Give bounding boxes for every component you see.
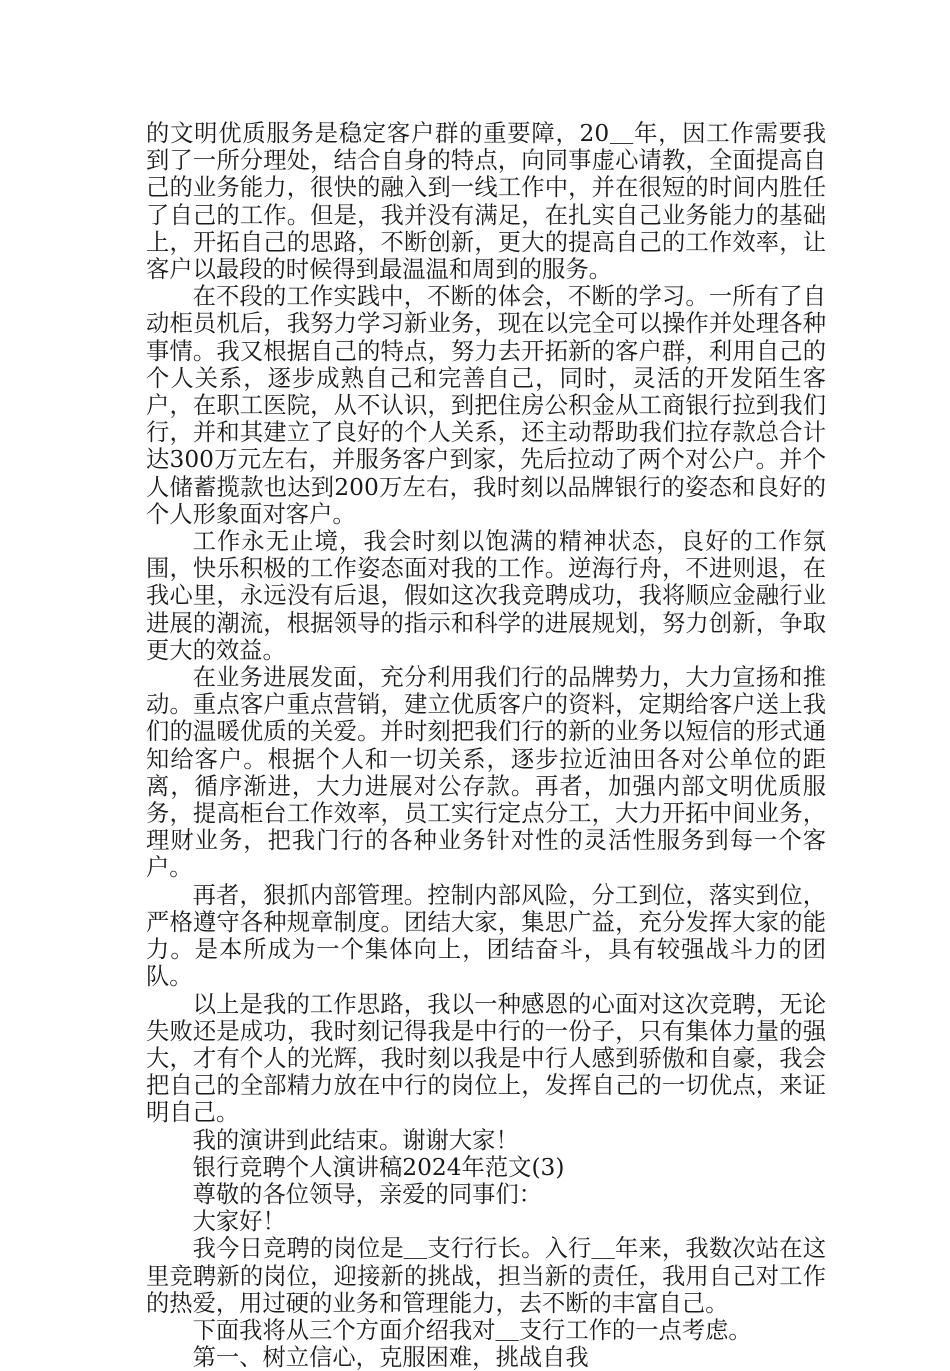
paragraph: 以上是我的工作思路，我以一种感恩的心面对这次竞聘，无论失败还是成功，我时刻记得我是中行的一份子，只有集体力量的强大，才有个人的光辉，我时刻以我是中行人感到骄傲和自豪，我会把自己的全部精力放在中行的岗位上，发挥自己的一切优点，来证明自己。	[146, 990, 826, 1127]
paragraph-continued: 的文明优质服务是稳定客户群的重要障，20＿年，因工作需要我到了一所分理处，结合自身的特点，向同事虚心请教，全面提高自己的业务能力，很快的融入到一线工作中，并在很短的时间内胜任了自己的工作。但是，我并没有满足，在扎实自己业务能力的基础上，开拓自己的思路，不断创新，更大的提高自己的工作效率，让客户以最段的时候得到最温温和周到的服务。	[146, 120, 826, 284]
greeting: 大家好！	[192, 1208, 286, 1236]
paragraph: 我今日竞聘的岗位是＿支行行长。入行＿年来，我数次站在这里竞聘新的岗位，迎接新的挑战，担当新的责任，我用自己对工作的热爱，用过硬的业务和管理能力，去不断的丰富自己。	[146, 1235, 826, 1317]
paragraph: 在业务进展发面，充分利用我们行的品牌势力，大力宣扬和推动。重点客户重点营销，建立优质客户的资料，定期给客户送上我们的温暖优质的关爱。并时刻把我们行的新的业务以短信的形式通知给客户。根据个人和一切关系，逐步拉近油田各对公单位的距离，循序渐进，大力进展对公存款。再者，加强内部文明优质服务，提高柜台工作效率，员工实行定点分工，大力开拓中间业务，理财业务，把我门行的各种业务针对性的灵活性服务到每一个客户。	[146, 664, 826, 882]
salutation: 尊敬的各位领导，亲爱的同事们：	[192, 1180, 543, 1208]
point-heading: 第一、树立信心，克服困难，挑战自我	[192, 1344, 589, 1371]
section-title: 银行竞聘个人演讲稿2024年范文(3)	[192, 1153, 565, 1181]
document-page	[146, 120, 826, 1371]
closing-line: 我的演讲到此结束。谢谢大家！	[192, 1126, 519, 1154]
paragraph: 再者，狠抓内部管理。控制内部风险，分工到位，落实到位，严格遵守各种规章制度。团结大家，集思广益，充分发挥大家的能力。是本所成为一个集体向上，团结奋斗，具有较强战斗力的团队。	[146, 881, 826, 991]
paragraph: 在不段的工作实践中，不断的体会，不断的学习。一所有了自动柜员机后，我努力学习新业务，现在以完全可以操作并处理各种事情。我又根据自己的特点，努力去开拓新的客户群，利用自己的个人关系，逐步成熟自己和完善自己，同时，灵活的开发陌生客户，在职工医院，从不认识，到把住房公积金从工商银行拉到我们行，并和其建立了良好的个人关系，还主动帮助我们拉存款总合计达300万元左右，并服务客户到家，先后拉动了两个对公户。并个人储蓄揽款也达到200万左右，我时刻以品牌银行的姿态和良好的个人形象面对客户。	[146, 283, 826, 528]
paragraph: 工作永无止境，我会时刻以饱满的精神状态，良好的工作氛围，快乐积极的工作姿态面对我的工作。逆海行舟，不进则退，在我心里，永远没有后退，假如这次我竞聘成功，我将顺应金融行业进展的潮流，根据领导的指示和科学的进展规划，努力创新，争取更大的效益。	[146, 528, 826, 664]
intro-line: 下面我将从三个方面介绍我对＿支行工作的一点考虑。	[192, 1316, 752, 1344]
